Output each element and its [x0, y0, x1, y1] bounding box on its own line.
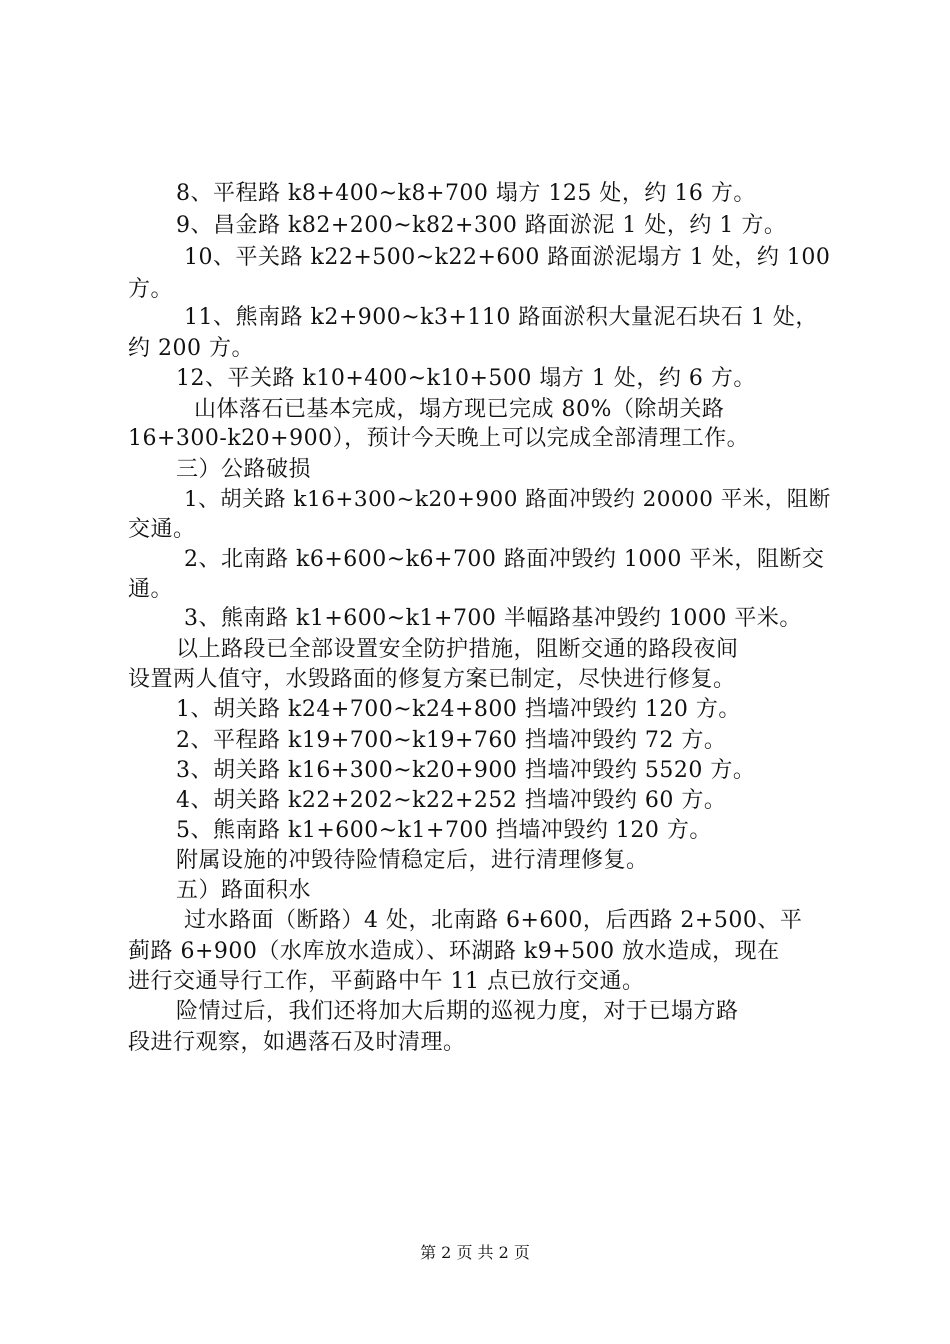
- text-line: 2、平程路 k19+700~k19+760 挡墙冲毁约 72 方。: [176, 728, 727, 753]
- text-line: 11、熊南路 k2+900~k3+110 路面淤积大量泥石块石 1 处，: [184, 305, 818, 330]
- text-line: 1、胡关路 k24+700~k24+800 挡墙冲毁约 120 方。: [176, 697, 741, 722]
- text-line: 交通。: [128, 517, 196, 542]
- text-line: 附属设施的冲毁待险情稳定后，进行清理修复。: [176, 848, 649, 873]
- text-line: 12、平关路 k10+400~k10+500 塌方 1 处，约 6 方。: [176, 366, 756, 391]
- text-line: 3、胡关路 k16+300~k20+900 挡墙冲毁约 5520 方。: [176, 758, 756, 783]
- text-line: 10、平关路 k22+500~k22+600 路面淤泥塌方 1 处，约 100: [184, 245, 831, 270]
- text-line: 设置两人值守，水毁路面的修复方案已制定，尽快进行修复。: [128, 667, 736, 692]
- text-line: 蓟路 6+900（水库放水造成）、环湖路 k9+500 放水造成，现在: [128, 939, 780, 964]
- text-line: 方。: [128, 277, 174, 302]
- text-line: 通。: [128, 577, 174, 602]
- text-line: 山体落石已基本完成，塌方现已完成 80%（除胡关路: [194, 397, 725, 422]
- section-heading: 五）路面积水: [176, 878, 312, 903]
- text-line: 2、北南路 k6+600~k6+700 路面冲毁约 1000 平米，阻断交: [184, 547, 825, 572]
- text-line: 9、昌金路 k82+200~k82+300 路面淤泥 1 处，约 1 方。: [176, 213, 787, 238]
- text-line: 进行交通导行工作，平蓟路中午 11 点已放行交通。: [128, 969, 645, 994]
- text-line: 以上路段已全部设置安全防护措施，阻断交通的路段夜间: [176, 637, 739, 662]
- text-line: 5、熊南路 k1+600~k1+700 挡墙冲毁约 120 方。: [176, 818, 712, 843]
- text-line: 1、胡关路 k16+300~k20+900 路面冲毁约 20000 平米，阻断: [184, 487, 831, 512]
- text-line: 4、胡关路 k22+202~k22+252 挡墙冲毁约 60 方。: [176, 788, 727, 813]
- section-heading: 三）公路破损: [176, 457, 312, 482]
- text-line: 8、平程路 k8+400~k8+700 塌方 125 处，约 16 方。: [176, 181, 756, 206]
- page-footer: 第 2 页 共 2 页: [420, 1243, 530, 1262]
- text-line: 16+300-k20+900），预计今天晚上可以完成全部清理工作。: [128, 426, 750, 451]
- text-line: 段进行观察，如遇落石及时清理。: [128, 1030, 466, 1055]
- text-line: 过水路面（断路）4 处，北南路 6+600，后西路 2+500、平: [184, 908, 803, 933]
- text-line: 3、熊南路 k1+600~k1+700 半幅路基冲毁约 1000 平米。: [184, 606, 802, 631]
- text-line: 约 200 方。: [128, 336, 254, 361]
- text-line: 险情过后，我们还将加大后期的巡视力度，对于已塌方路: [176, 999, 739, 1024]
